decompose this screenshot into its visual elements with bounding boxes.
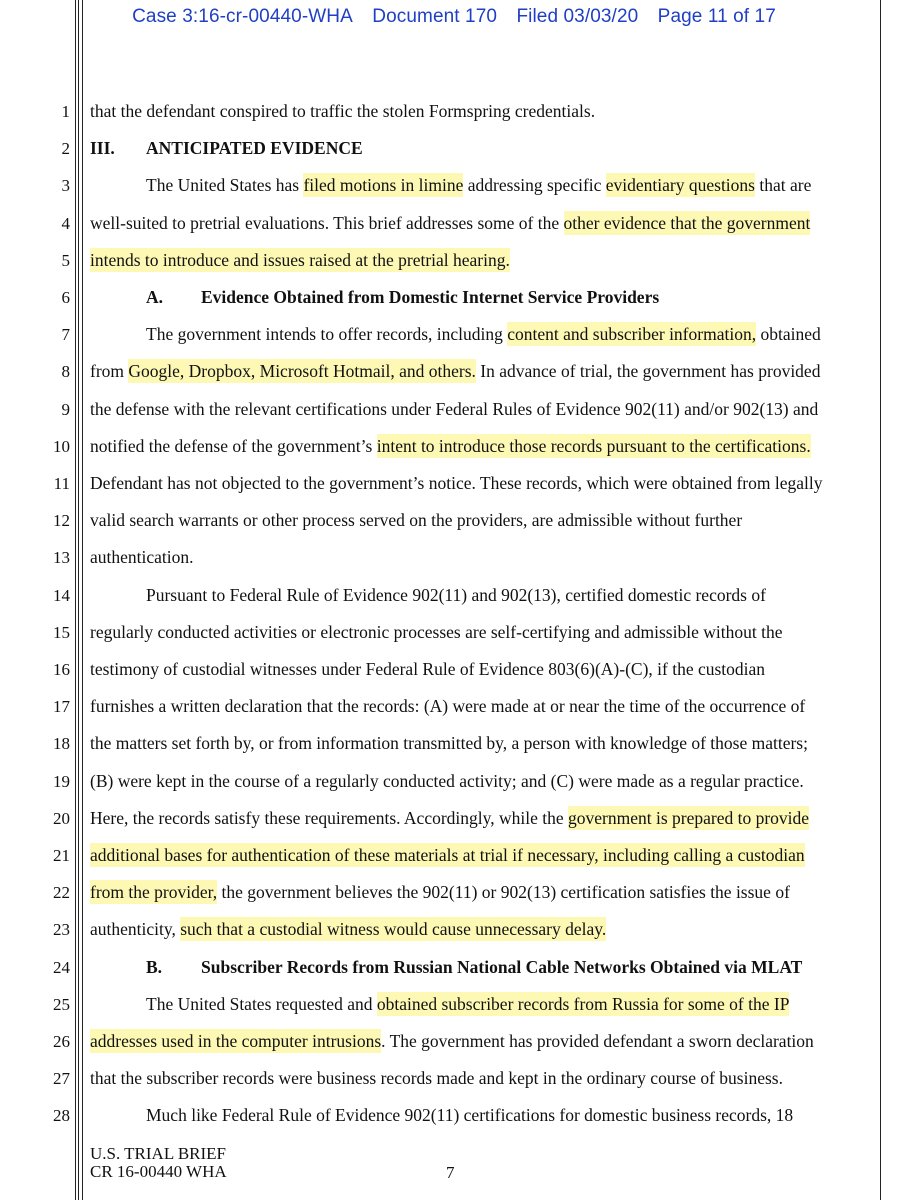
body-text: The United States requested and: [146, 993, 377, 1014]
line-text: [90, 130, 880, 167]
pleading-line: [0, 316, 908, 353]
line-text: [90, 1023, 880, 1060]
footer-title: U.S. TRIAL BRIEF: [90, 1144, 227, 1163]
body-text: authentication.: [90, 547, 194, 568]
pleading-line: [0, 1097, 908, 1134]
heading-text: ANTICIPATED EVIDENCE: [146, 138, 363, 159]
line-text: [90, 502, 880, 539]
highlighted-text: Google, Dropbox, Microsoft Hotmail, and others.: [128, 361, 476, 382]
body-text: Here, the records satisfy these requirements. Accordingly, while the: [90, 807, 569, 828]
pleading-line: [0, 539, 908, 576]
line-number: 11: [53, 474, 70, 493]
line-number: 27: [53, 1069, 70, 1089]
heading-text: Subscriber Records from Russian National Cable Networks Obtained via MLAT: [201, 956, 803, 977]
line-text: [90, 688, 880, 725]
body-text: notified the defense of the government’s: [90, 435, 377, 456]
pleading-line: [0, 651, 908, 688]
page-of-total: Page 11 of 17: [657, 6, 776, 27]
pleading-line: [0, 725, 908, 762]
body-text: (B) were kept in the course of a regularly conducted activity; and (C) were made as a regular practice.: [90, 770, 804, 791]
line-text: [90, 93, 880, 130]
body-text: . The government has provided defendant a sworn declaration: [381, 1031, 814, 1051]
heading-text: B.: [146, 956, 163, 977]
heading-text: A.: [146, 287, 164, 307]
pleading-line: [0, 837, 908, 874]
heading-text: Evidence Obtained from Domestic Internet Service Providers: [201, 287, 660, 307]
pleading-line: [0, 577, 908, 614]
line-number: 10: [53, 436, 70, 456]
footer-case-number: CR 16-00440 WHA: [90, 1162, 227, 1181]
highlighted-text: addresses used in the computer intrusions: [90, 1031, 382, 1051]
body-text: that are: [754, 175, 812, 196]
highlighted-text: such that a custodial witness would cause unnecessary delay.: [180, 919, 607, 940]
line-number: 3: [61, 176, 70, 196]
highlighted-text: intends to introduce and issues raised at the pretrial hearing.: [90, 249, 510, 270]
line-number: 15: [53, 622, 70, 642]
pleading-line: [0, 688, 908, 725]
pleading-line: [0, 428, 908, 465]
line-text: [90, 205, 880, 242]
line-text: [90, 539, 880, 576]
line-number: 23: [53, 920, 70, 940]
line-number: 24: [53, 957, 70, 977]
line-text: [90, 1097, 908, 1134]
filed-date: Filed 03/03/20: [516, 6, 639, 27]
pleading-line: [0, 205, 908, 242]
line-number: 21: [53, 846, 70, 865]
line-number: 13: [53, 548, 70, 568]
body-text: furnishes a written declaration that the records: (A) were made at or near the time of the occurrence of: [90, 696, 806, 717]
line-number: 19: [53, 771, 70, 791]
line-text: [90, 837, 880, 874]
highlighted-text: obtained subscriber records from Russia for some of the IP: [376, 993, 790, 1014]
pleading-line: [0, 391, 908, 428]
body-text: regularly conducted activities or electronic processes are self-certifying and admissible without the: [90, 621, 783, 642]
footer-caption: [90, 1145, 227, 1181]
line-number: 12: [53, 511, 70, 531]
body-text: the matters set forth by, or from information transmitted by, a person with knowledge of those matters;: [90, 733, 808, 754]
body-text: the defense with the relevant certifications under Federal Rules of Evidence 902(11) and/or 902(13) and: [90, 398, 819, 419]
line-text: [90, 949, 908, 986]
line-text: [90, 986, 908, 1023]
line-number: 25: [53, 994, 70, 1014]
line-number: 16: [53, 660, 70, 679]
pleading-line: [0, 93, 908, 130]
highlighted-text: filed motions in limine: [303, 175, 464, 196]
body-text: that the defendant conspired to traffic the stolen Formspring credentials.: [90, 101, 596, 121]
body-text: Defendant has not objected to the government’s notice. These records, which were obtained from legally: [90, 473, 823, 493]
line-number: 14: [53, 585, 70, 605]
line-number: 1: [61, 102, 70, 121]
body-text: testimony of custodial witnesses under Federal Rule of Evidence 803(6)(A)-(C), if the custodian: [90, 659, 766, 679]
pleading-line: [0, 167, 908, 204]
highlighted-text: content and subscriber information,: [507, 324, 757, 345]
line-text: [90, 428, 880, 465]
line-number: 28: [53, 1106, 70, 1126]
pleading-line: [0, 986, 908, 1023]
line-text: [90, 279, 908, 316]
body-text: obtained: [756, 324, 821, 345]
line-number: 2: [61, 139, 70, 159]
pleading-line: [0, 353, 908, 390]
body-text: Pursuant to Federal Rule of Evidence 902(11) and 902(13), certified domestic records of: [146, 584, 766, 605]
pleading-line: [0, 279, 908, 316]
pleading-line: [0, 614, 908, 651]
body-text: addressing specific: [463, 175, 606, 196]
heading-text: III.: [90, 138, 115, 159]
line-text: [90, 651, 880, 688]
body-text: Much like Federal Rule of Evidence 902(11) certifications for domestic business records, 18: [146, 1105, 794, 1126]
document-number: Document 170: [372, 6, 498, 27]
highlighted-text: from the provider,: [90, 882, 218, 903]
line-text: [90, 763, 880, 800]
highlighted-text: additional bases for authentication of these materials at trial if necessary, including calling a custodian: [90, 845, 805, 865]
line-number: 8: [61, 362, 70, 382]
line-text: [90, 614, 880, 651]
line-text: [90, 391, 880, 428]
body-text: valid search warrants or other process served on the providers, are admissible without further: [90, 510, 743, 531]
body-text: the government believes the 902(11) or 902(13) certification satisfies the issue of: [217, 882, 790, 903]
pleading-line: [0, 1023, 908, 1060]
line-number: 4: [61, 213, 70, 233]
line-number: 26: [53, 1032, 70, 1051]
line-text: [90, 353, 880, 390]
line-text: [90, 577, 908, 614]
pleading-line: [0, 949, 908, 986]
pleading-line: [0, 130, 908, 167]
highlighted-text: evidentiary questions: [605, 175, 755, 196]
body-text: The United States has: [146, 175, 304, 196]
line-text: [90, 316, 908, 353]
pleading-line: [0, 465, 908, 502]
highlighted-text: other evidence that the government: [563, 212, 811, 233]
line-number: 22: [53, 883, 70, 903]
line-text: [90, 725, 880, 762]
pleading-line: [0, 800, 908, 837]
page-number: 7: [446, 1163, 455, 1182]
line-number: 6: [61, 288, 70, 307]
line-number: 9: [61, 399, 70, 419]
body-text: In advance of trial, the government has provided: [475, 361, 821, 382]
line-text: [90, 1060, 880, 1097]
line-number: 17: [53, 697, 70, 717]
line-number: 7: [61, 325, 70, 345]
body-text: from: [90, 361, 129, 382]
pleading-line: [0, 911, 908, 948]
pleading-line: [0, 763, 908, 800]
line-number: 18: [53, 734, 70, 754]
highlighted-text: intent to introduce those records pursuant to the certifications.: [376, 435, 811, 456]
line-number: 5: [61, 250, 70, 270]
highlighted-text: government is prepared to provide: [568, 807, 810, 828]
pleading-line: [0, 874, 908, 911]
line-text: [90, 874, 880, 911]
line-text: [90, 800, 880, 837]
body-text: The government intends to offer records, including: [146, 324, 508, 345]
line-text: [90, 242, 880, 279]
body-text: authenticity,: [90, 919, 181, 940]
line-text: [90, 465, 880, 502]
case-number: Case 3:16-cr-00440-WHA: [132, 6, 353, 27]
body-text: well-suited to pretrial evaluations. This brief addresses some of the: [90, 212, 564, 233]
line-text: [90, 167, 908, 204]
pleading-line: [0, 242, 908, 279]
line-number: 20: [53, 808, 70, 828]
body-text: that the subscriber records were business records made and kept in the ordinary course of business.: [90, 1068, 783, 1089]
pleading-line: [0, 1060, 908, 1097]
line-text: [90, 911, 880, 948]
pleading-line: [0, 502, 908, 539]
